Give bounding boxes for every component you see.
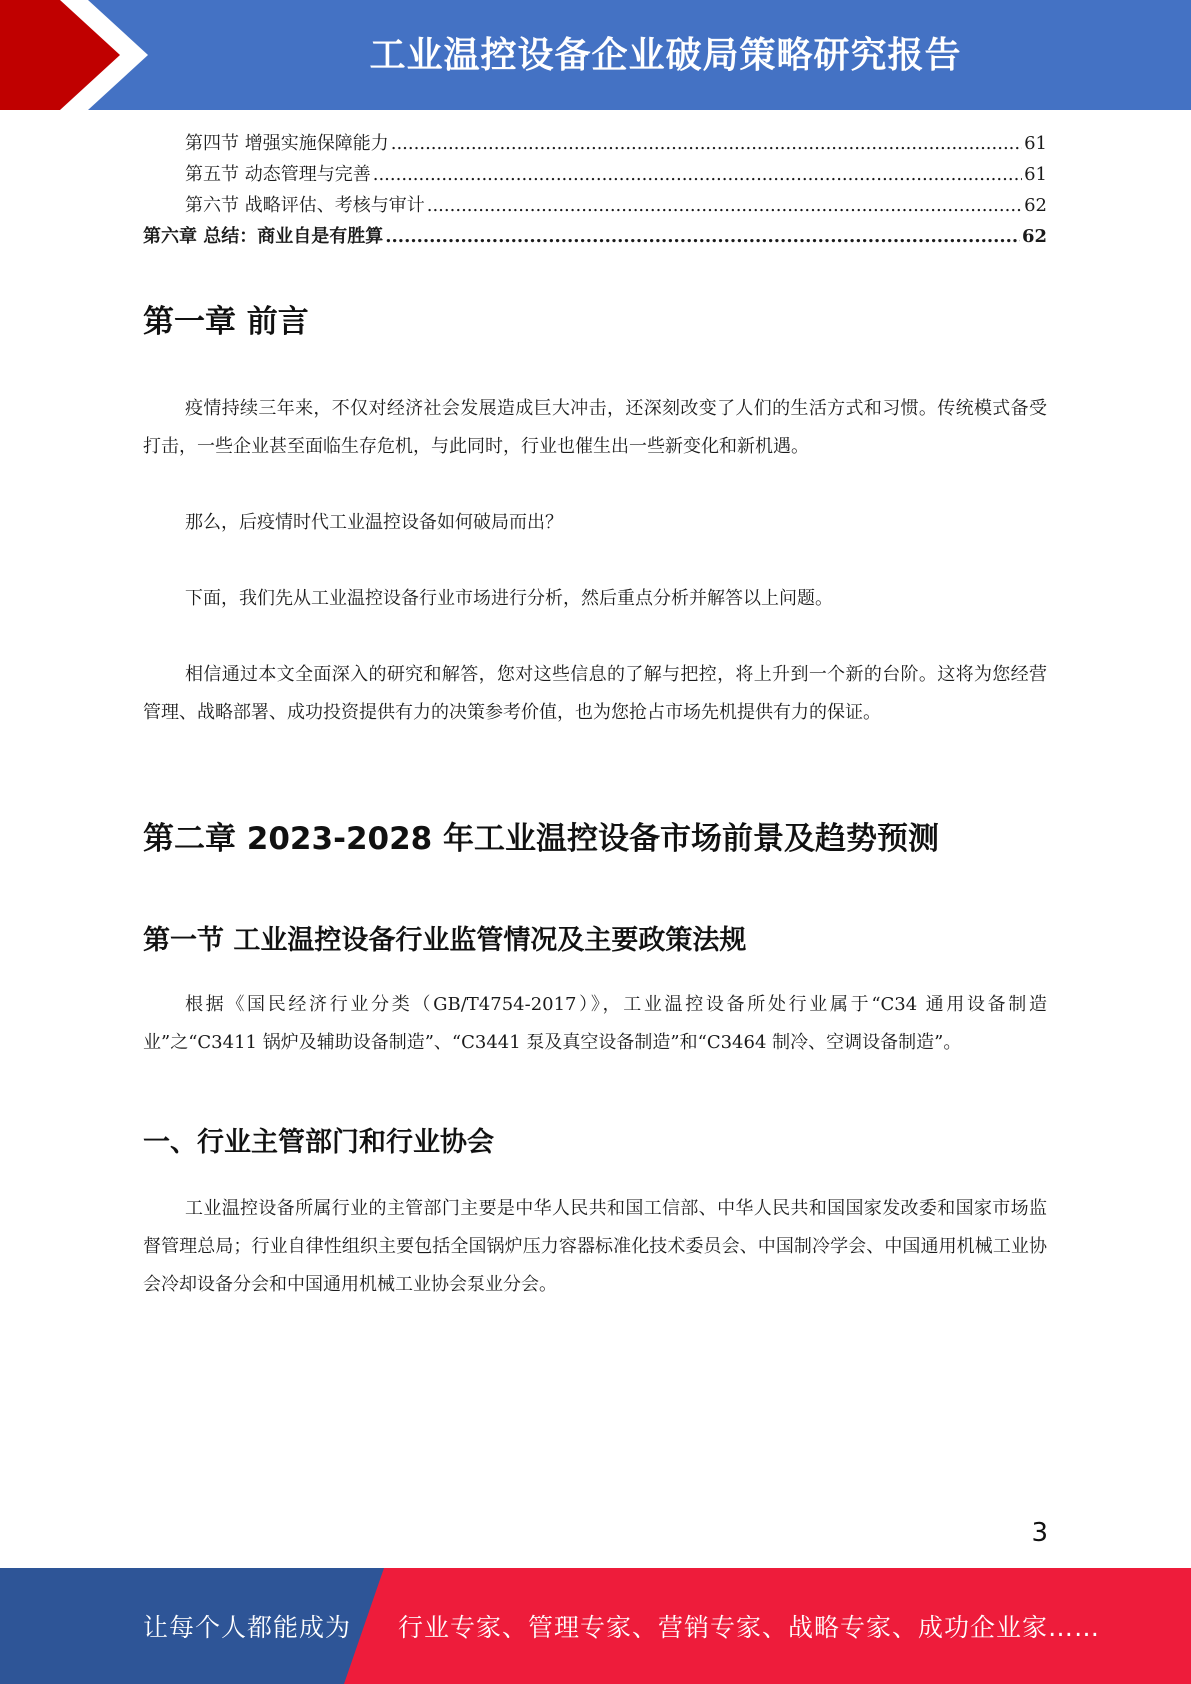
footer-slogan-right: 行业专家、管理专家、营销专家、战略专家、成功企业家…… [398, 1613, 1101, 1642]
toc-entry[interactable] [143, 190, 1047, 221]
page-content [143, 128, 1047, 1295]
footer-slogan-left: 让每个人都能成为 [143, 1613, 352, 1642]
toc-entry-page: 61 [1024, 164, 1047, 185]
subsection-paragraph: 工业温控设备所属行业的主管部门主要是中华人民共和国工信部、中华人民共和国国家发改委和国家市场监督管理总局；行业自律性组织主要包括全国锅炉压力容器标准化技术委员会、中国制冷学会、中国通用机械工业协会冷却设备分会和中国通用机械工业协会泵业分会。 [143, 1198, 1047, 1295]
toc-entry-page: 61 [1024, 133, 1047, 154]
toc-dot-leader [427, 190, 1022, 221]
chapter-2-title: 第二章 2023-2028 年工业温控设备市场前景及趋势预测 [143, 821, 940, 857]
subsection-title: 一、行业主管部门和行业协会 [143, 1127, 494, 1158]
toc-entry-page: 62 [1021, 226, 1047, 247]
toc-entry-label: 第四节 增强实施保障能力 [185, 133, 389, 154]
page-footer [0, 1568, 1191, 1684]
chapter-1-paragraph: 疫情持续三年来，不仅对经济社会发展造成巨大冲击，还深刻改变了人们的生活方式和习惯。传统模式备受打击，一些企业甚至面临生存危机，与此同时，行业也催生出一些新变化和新机遇。 [143, 398, 1047, 457]
chapter-1-paragraph: 下面，我们先从工业温控设备行业市场进行分析，然后重点分析并解答以上问题。 [185, 588, 833, 609]
chapter-1-title: 第一章 前言 [143, 304, 309, 340]
toc-entry-chapter[interactable] [143, 221, 1047, 252]
page-header [0, 0, 1191, 110]
toc-entry-label: 第六章 总结：商业自是有胜算 [143, 226, 384, 247]
chapter-1-paragraph: 那么，后疫情时代工业温控设备如何破局而出？ [185, 512, 563, 533]
section-1-title: 第一节 工业温控设备行业监管情况及主要政策法规 [143, 925, 747, 956]
table-of-contents [143, 128, 1047, 252]
chapter-1-paragraph: 相信通过本文全面深入的研究和解答，您对这些信息的了解与把控，将上升到一个新的台阶。这将为您经营管理、战略部署、成功投资提供有力的决策参考价值，也为您抢占市场先机提供有力的保证。 [143, 664, 1047, 723]
toc-dot-leader [391, 128, 1022, 159]
toc-entry-page: 62 [1024, 195, 1047, 216]
toc-entry[interactable] [143, 159, 1047, 190]
report-title: 工业温控设备企业破局策略研究报告 [369, 35, 962, 76]
toc-entry[interactable] [143, 128, 1047, 159]
section-1-paragraph: 根据《国民经济行业分类（GB/T4754-2017）》，工业温控设备所处行业属于“C34 通用设备制造业”之“C3411 锅炉及辅助设备制造”、“C3441 泵及真空设备制造”和“C3464 制冷、空调设备制造”。 [143, 994, 1047, 1053]
page-number: 3 [1031, 1518, 1048, 1548]
toc-entry-label: 第六节 战略评估、考核与审计 [185, 195, 425, 216]
toc-dot-leader [385, 221, 1020, 252]
toc-entry-label: 第五节 动态管理与完善 [185, 164, 371, 185]
toc-dot-leader [373, 159, 1022, 190]
